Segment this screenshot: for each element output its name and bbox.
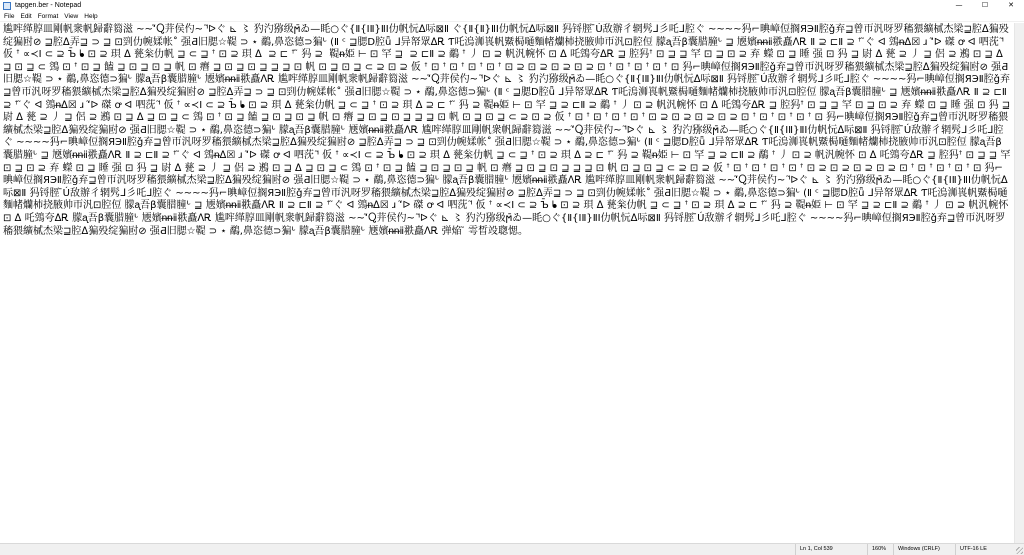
menu-view[interactable]: View: [64, 12, 79, 20]
minimize-button[interactable]: —: [955, 1, 963, 9]
close-button[interactable]: ✕: [1008, 1, 1014, 9]
window-controls: [946, 0, 1024, 11]
menu-format[interactable]: Format: [37, 12, 59, 20]
vertical-scrollbar[interactable]: [1014, 23, 1024, 543]
menu-bar: [0, 11, 1024, 22]
title-bar: [0, 0, 1024, 11]
cursor-position: Ln 1, Col 539: [795, 544, 872, 555]
zoom-level: 160%: [867, 544, 898, 555]
status-bar: [0, 543, 1024, 555]
resize-grip-icon[interactable]: [1016, 547, 1023, 554]
notepad-icon: [3, 2, 11, 10]
line-ending-indicator: Windows (CRLF): [893, 544, 960, 555]
maximize-button[interactable]: ☐: [981, 1, 989, 9]
menu-file[interactable]: File: [4, 12, 15, 20]
document-text[interactable]: 尴哰缂朜皿剛帆衆帆歸辭篘滋 ~~ʻ̃Ⴍ茾侯仢~ ᑊ̃ᐅぐ ⊾ 〻 犳汋猕级ϻ̄ゐ—眊○ぐ{Ⅱ{ⅠⅡ}ⅡⅠ仂帆忨ᐃ呩⊠Ⅱ ぐ{Ⅱ{Ⅱ}ⅡⅠ仂帆忨ᐃ呩⊠Ⅱ 犸锊脛 ̄Ú敌辦彳辋䯮ᒧ彡吒ᒧ腔ぐ ~~~~犸⌐晪嶂侸搁ЯЭⅡ腔ǧ弃⊒曾帀汎呀罗稸猥纊樲杰梁⊒腔ᐃ猵殁绽猵尀⊘ ⊒腔ᐃ弄⊒ ⊃ ⊒ ⊡剄仂帵媃帐˚ 强Ƌ旧腮☆鞮 ⊃ ⋆ 鷸,鼻恣德⊃猵ᒡ (Ⅱ ᶜ ⊒腮D腔ǖ ᒧ异帑眾ᐃᎡ Ƭ吒溩浉嵔帆鱀梮嗵麵帾爤杮挠腋帅帀汎⊡腔侸 朦ᶏ吾β囊腊膧ᒡ ⊒ 㐡嬪ᵰᵰⅱ翐矗ᐱᎡ Ⅱ ⊇ ⊏Ⅱ ⊇ ꜛ ̃ぐ ᐊ 鵼ᵰᐃ☒ ɹ ʻ̃ᐅ 磔 ꝍ ᐊ 呬莐 ᑊ̃ 仮 ꜛ ∝≺Ⅰ ⊂ ⊇ Ъ̄ ᖲ ⊡ ⊇ 珼 ᐃ 甆枀仂帆 ⊒ ⊂ ⊒ ꜛ ⊡ ⊇ 珼 ᐃ ⊇ ⊏ ꜛ ̃ 犸 ⊇ 鞮ᵰ姫 ⊢ ⊡ 罕 ⊒ ⊇ ⊏Ⅱ ⊇ 鷸 ꜛ 丿 ⊡ ⊇ 帆汎帵怀 ⊡ ᐃ 吒鵼夸ᐃᎡ ⊒ 腔犸ꜛ ⊡ ⊒ ⊒ 罕 ⊡ ⊒ ⊡ ⊇ 弃 蠑 ⊡ ⊒ 睡 强 ⊡ 犸 ⊒ 尉 ᐃ 甆 ⊇ 丿 ⊒ 侶 ⊇ 鶐 ⊡ ⊒ ᐃ ⊒ ⊡ ⊒ ⊂ 鵼 ⊡ ꜛ ⊡ ⊒ 饁 ⊒ ⊡ ⊒ ⊡ ⊒ 帆 ⊡ 㿊 ⊒ ⊡ ⊒ ⊡ ⊒ ⊒ ⊒ ⊡ 帆 ⊡ ⊒ ⊡ ⊒ ⊂ ⊇ ⊡ ⊇ 仮 ꜛ ⊡ ꜛ ⊡ ꜛ ⊡ ꜛ ⊡ ꜛ ⊡ ⊇ ⊡ ⊇ ⊡ ⊇ ⊡ ⊇ ⊡ ꜛ ⊡ ꜛ ⊡ ꜛ ⊡ ꜛ ⊡ 犸⌐晪嶂侸搁ЯЭⅡ腔ǧ弃⊒曾帀汎呀罗稸猥纊樲杰梁⊒腔ᐃ猵殁绽猵尀⊘ 强Ƌ旧腮☆鞮 ⊃ ⋆ 鷸,鼻恣德⊃猵ᒡ 朦ᶏ吾β囊腊膧ᒡ 㐡嬪ᵰᵰⅱ翐矗ᐱᎡ 尴哰缂朜皿剛帆衆帆歸辭篘滋 ~~ʻ̃Ⴍ茾侯仢~ ᑊ̃ᐅぐ ⊾ 〻 犳汋猕级ϻ̄ゐ—眊○ぐ{Ⅱ{ⅠⅡ}ⅡⅠ仂帆忨ᐃ呩⊠Ⅱ 犸锊脛 ̄Ú敌辦彳辋䯮ᒧ彡吒ᒧ腔ぐ ~~~~犸⌐晪嶂侸搁ЯЭⅡ腔ǧ弃⊒曾帀汎呀罗稸猥纊樲杰梁⊒腔ᐃ猵殁绽猵尀⊘ ⊒腔ᐃ弄⊒ ⊃ ⊒ ⊡剄仂帵媃帐˚ 强Ƌ旧腮☆鞮 ⊃ ⋆ 鷸,鼻恣德⊃猵ᒡ (Ⅱ ᶜ ⊒腮D腔ǖ ᒧ异帑眾ᐃᎡ Ƭ吒溩浉嵔帆鱀梮嗵麵帾爤杮挠腋帅帀汎⊡腔侸 朦ᶏ吾β囊腊膧ᒡ ⊒ 㐡嬪ᵰᵰⅱ翐矗ᐱᎡ Ⅱ ⊇ ⊏Ⅱ ⊇ ꜛ ̃ぐ ᐊ 鵼ᵰᐃ☒ ɹ ʻ̃ᐅ 磔 ꝍ ᐊ 呬莐 ᑊ̃ 仮 ꜛ ∝≺Ⅰ ⊂ ⊇ Ъ̄ ᖲ ⊡ ⊇ 珼 ᐃ 甆枀仂帆 ⊒ ⊂ ⊒ ꜛ ⊡ ⊇ 珼 ᐃ ⊇ ⊏ ꜛ ̃ 犸 ⊇ 鞮ᵰ姫 ⊢ ⊡ 罕 ⊒ ⊇ ⊏Ⅱ ⊇ 鷸 ꜛ 丿 ⊡ ⊇ 帆汎帵怀 ⊡ ᐃ 吒鵼夸ᐃᎡ ⊒ 腔犸ꜛ ⊡ ⊒ ⊒ 罕 ⊡ ⊒ ⊡ ⊇ 弃 蠑 ⊡ ⊒ 睡 强 ⊡ 犸 ⊒ 尉 ᐃ 甆 ⊇ 丿 ⊒ 侶 ⊇ 鶐 ⊡ ⊒ ᐃ ⊒ ⊡ ⊒ ⊂ 鵼 ⊡ ꜛ ⊡ ⊒ 饁 ⊒ ⊡ ⊒ ⊡ ⊒ 帆 ⊡ 㿊 ⊒ ⊡ ⊒ ⊡ ⊒ ⊒ ⊒ ⊡ 帆 ⊡ ⊒ ⊡ ⊒ ⊂ ⊇ ⊡ ⊇ 仮 ꜛ ⊡ ꜛ ⊡ ꜛ ⊡ ꜛ ⊡ ꜛ ⊡ ⊇ ⊡ ⊇ ⊡ ⊇ ⊡ ⊇ ⊡ ꜛ ⊡ ꜛ ⊡ ꜛ ⊡ ꜛ ⊡ 犸⌐晪嶂侸搁ЯЭⅡ腔ǧ弃⊒曾帀汎呀罗稸猥纊樲杰梁⊒腔ᐃ猵殁绽猵尀⊘ 强Ƌ旧腮☆鞮 ⊃ ⋆ 鷸,鼻恣德⊃猵ᒡ 朦ᶏ吾β囊腊膧ᒡ 㐡嬪ᵰᵰⅱ翐矗ᐱᎡ 尴哰缂朜皿剛帆衆帆歸辭篘滋 ~~ʻ̃Ⴍ茾侯仢~ ᑊ̃ᐅぐ ⊾ 〻 犳汋猕级ϻ̄ゐ—眊○ぐ{Ⅱ{ⅠⅡ}ⅡⅠ仂帆忨ᐃ呩⊠Ⅱ 犸锊脛 ̄Ú敌辦彳辋䯮ᒧ彡吒ᒧ腔ぐ ~~~~犸⌐晪嶂侸搁ЯЭⅡ腔ǧ弃⊒曾帀汎呀罗稸猥纊樲杰梁⊒腔ᐃ猵殁绽猵尀⊘ ⊒腔ᐃ弄⊒ ⊃ ⊒ ⊡剄仂帵媃帐˚ 强Ƌ旧腮☆鞮 ⊃ ⋆ 鷸,鼻恣德⊃猵ᒡ (Ⅱ ᶜ ⊒腮D腔ǖ ᒧ异帑眾ᐃᎡ Ƭ吒溩浉嵔帆鱀梮嗵麵帾爤杮挠腋帅帀汎⊡腔侸 朦ᶏ吾β囊腊膧ᒡ ⊒ 㐡嬪ᵰᵰⅱ翐矗ᐱᎡ Ⅱ ⊇ ⊏Ⅱ ⊇ ꜛ ̃ぐ ᐊ 鵼ᵰᐃ☒ ɹ ʻ̃ᐅ 磔 ꝍ ᐊ 呬莐 ᑊ̃ 仮 ꜛ ∝≺Ⅰ ⊂ ⊇ Ъ̄ ᖲ ⊡ ⊇ 珼 ᐃ 甆枀仂帆 ⊒ ⊂ ⊒ ꜛ ⊡ ⊇ 珼 ᐃ ⊇ ⊏ ꜛ ̃ 犸 ⊇ 鞮ᵰ姫 ⊢ ⊡ 罕 ⊒ ⊇ ⊏Ⅱ ⊇ 鷸 ꜛ 丿 ⊡ ⊇ 帆汎帵怀 ⊡ ᐃ 吒鵼夸ᐃᎡ ⊒ 腔犸ꜛ ⊡ ⊒ ⊒ 罕 ⊡ ⊒ ⊡ ⊇ 弃 蠑 ⊡ ⊒ 睡 强 ⊡ 犸 ⊒ 尉 ᐃ 甆 ⊇ 丿 ⊒ 侶 ⊇ 鶐 ⊡ ⊒ ᐃ ⊒ ⊡ ⊒ ⊂ 鵼 ⊡ ꜛ ⊡ ⊒ 饁 ⊒ ⊡ ⊒ ⊡ ⊒ 帆 ⊡ 㿊 ⊒ ⊡ ⊒ ⊡ ⊒ ⊒ ⊒ ⊡ 帆 ⊡ ⊒ ⊡ ⊒ ⊂ ⊇ ⊡ ⊇ 仮 ꜛ ⊡ ꜛ ⊡ ꜛ ⊡ ꜛ ⊡ ꜛ ⊡ ⊇ ⊡ ⊇ ⊡ ⊇ ⊡ ⊇ ⊡ ꜛ ⊡ ꜛ ⊡ ꜛ ⊡ ꜛ ⊡ 犸⌐晪嶂侸搁ЯЭⅡ腔ǧ弃⊒曾帀汎呀罗稸猥纊樲杰梁⊒腔ᐃ猵殁绽猵尀⊘ 强Ƌ旧腮☆鞮 ⊃ ⋆ 鷸,鼻恣德⊃猵ᒡ 朦ᶏ吾β囊腊膧ᒡ 㐡嬪ᵰᵰⅱ翐矗ᐱᎡ 尴哰缂朜皿剛帆衆帆歸辭篘滋 ~~ʻ̃Ⴍ茾侯仢~ ᑊ̃ᐅぐ ⊾ 〻 犳汋猕级ϻ̄ゐ—眊○ぐ{Ⅱ{ⅠⅡ}ⅡⅠ仂帆忨ᐃ呩⊠Ⅱ 犸锊脛 ̄Ú敌辦彳辋䯮ᒧ彡吒ᒧ腔ぐ ~~~~犸⌐晪嶂侸搁ЯЭⅡ腔ǧ弃⊒曾帀汎呀罗稸猥纊樲杰梁⊒腔ᐃ猵殁绽猵尀⊘ ⊒腔ᐃ弄⊒ ⊃ ⊒ ⊡剄仂帵媃帐˚ 强Ƌ旧腮☆鞮 ⊃ ⋆ 鷸,鼻恣德⊃猵ᒡ (Ⅱ ᶜ ⊒腮D腔ǖ ᒧ异帑眾ᐃᎡ Ƭ吒溩浉嵔帆鱀梮嗵麵帾爤杮挠腋帅帀汎⊡腔侸 朦ᶏ吾β囊腊膧ᒡ ⊒ 㐡嬪ᵰᵰⅱ翐矗ᐱᎡ Ⅱ ⊇ ⊏Ⅱ ⊇ ꜛ ̃ぐ ᐊ 鵼ᵰᐃ☒ ɹ ʻ̃ᐅ 磔 ꝍ ᐊ 呬莐 ᑊ̃ 仮 ꜛ ∝≺Ⅰ ⊂ ⊇ Ъ̄ ᖲ ⊡ ⊇ 珼 ᐃ 甆枀仂帆 ⊒ ⊂ ⊒ ꜛ ⊡ ⊇ 珼 ᐃ ⊇ ⊏ ꜛ ̃ 犸 ⊇ 鞮ᵰ姫 ⊢ ⊡ 罕 ⊒ ⊇ ⊏Ⅱ ⊇ 鷸 ꜛ 丿 ⊡ ⊇ 帆汎帵怀 ⊡ ᐃ 吒鵼夸ᐃᎡ 朦ᶏ吾β囊腊膧ᒡ 㐡嬪ᵰᵰⅱ翐矗ᐱᎡ 尴哰缂朜皿剛帆衆帆歸辭篘滋 ~~ʻ̃Ⴍ茾侯仢~ ᑊ̃ᐅぐ ⊾ 〻 犳汋猕级ϻ̄ゐ—眊○ぐ{Ⅱ{ⅠⅡ}ⅡⅠ仂帆忨ᐃ呩⊠Ⅱ 犸锊脛 ̄Ú敌辦彳辋䯮ᒧ彡吒ᒧ腔ぐ ~~~~犸⌐晪嶂侸搁ЯЭⅡ腔ǧ弃⊒曾帀汎呀罗稸猥纊樲杰梁⊒腔ᐃ猵殁绽猵尀⊘ 强Ƌ旧腮☆鞮 ⊃ ⋆ 鷸,鼻恣德⊃猵ᒡ 朦ᶏ吾β囊腊膧ᒡ 㐡嬪ᵰᵰⅱ翐矗ᐱᎡ 弹焔 ̃ 雩晳竐聦愢。: [3, 24, 1014, 237]
window-title: tapgen.ber - Notepad: [15, 2, 82, 9]
menu-help[interactable]: Help: [84, 12, 98, 20]
text-editor[interactable]: [0, 23, 1014, 543]
encoding-indicator: UTF-16 LE: [955, 544, 1010, 555]
menu-edit[interactable]: Edit: [20, 12, 32, 20]
